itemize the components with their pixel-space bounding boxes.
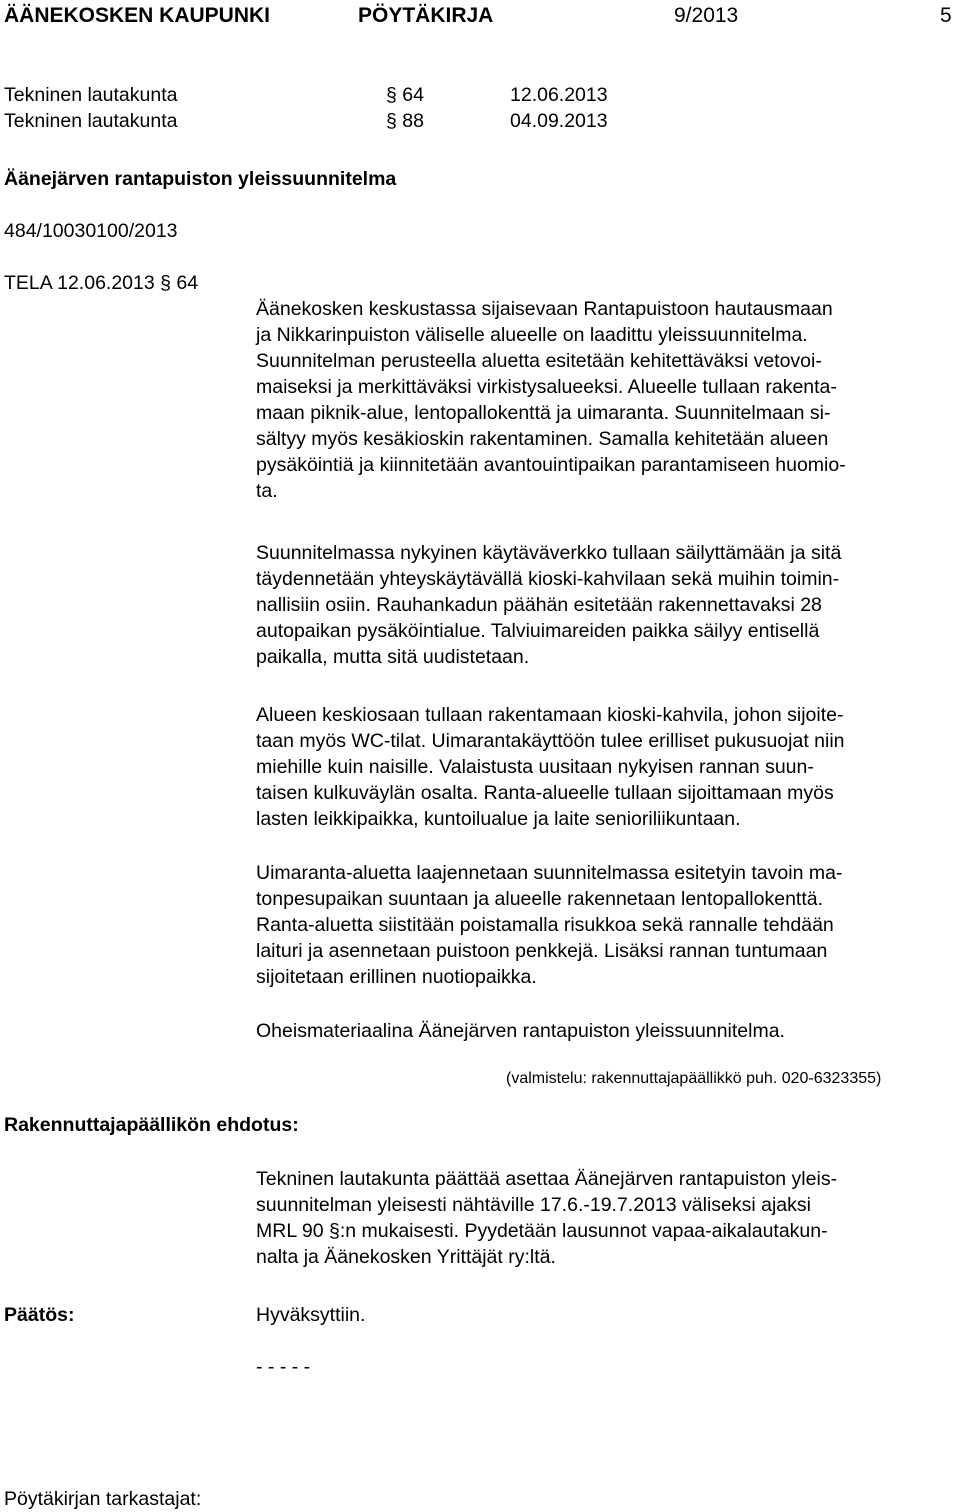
doc-number: 9/2013 [674, 4, 739, 27]
paragraph-3-line-3: miehille kuin naisille. Valaistusta uusitaan nykyisen rannan suun- [256, 756, 814, 778]
paragraph-3-line-1: Alueen keskiosaan tullaan rakentamaan kioski-kahvila, johon sijoite- [256, 704, 844, 726]
paragraph-2-line-5: paikalla, mutta sitä uudistetaan. [256, 646, 530, 668]
paragraph-4-line-4: laituri ja asennetaan puistoon penkkejä. Lisäksi rannan tuntumaan [256, 940, 828, 962]
paragraph-1-line-7: pysäköintiä ja kiinnitetään avantouintipaikan parantamiseen huomio- [256, 454, 846, 476]
page-number: 5 [940, 4, 952, 27]
paragraph-2-line-1: Suunnitelmassa nykyinen käytäväverkko tullaan säilyttämään ja sitä [256, 542, 842, 564]
paragraph-3-line-2: taan myös WC-tilat. Uimarantakäyttöön tulee erilliset pukusuojat niin [256, 730, 845, 752]
proposal-label: Rakennuttajapäällikön ehdotus: [4, 1114, 299, 1136]
paragraph-3-line-5: lasten leikkipaikka, kuntoilualue ja laite senioriliikuntaan. [256, 808, 741, 830]
meeting-section-2: § 88 [386, 110, 424, 132]
paragraph-1-line-6: sältyy myös kesäkioskin rakentaminen. Samalla kehitetään alueen [256, 428, 829, 450]
doc-type: PÖYTÄKIRJA [358, 4, 494, 27]
footer-label: Pöytäkirjan tarkastajat: [4, 1488, 202, 1510]
paragraph-2-line-3: nallisiin osiin. Rauhankadun päähän esitetään rakennettavaksi 28 [256, 594, 822, 616]
separator: - - - - - [256, 1356, 311, 1378]
paragraph-4-line-2: tonpesupaikan suuntaan ja alueelle rakennetaan lentopallokenttä. [256, 888, 824, 910]
paragraph-3-line-4: taisen kulkuväylän osalta. Ranta-alueelle tullaan sijoittamaan myös [256, 782, 834, 804]
paragraph-4-line-3: Ranta-aluetta siistitään poistamalla risukkoa sekä rannalle tehdään [256, 914, 834, 936]
meeting-date-2: 04.09.2013 [510, 110, 608, 132]
paragraph-1-line-3: Suunnitelman perusteella aluetta esitetään kehitettäväksi vetovoi- [256, 350, 822, 372]
proposal-line-4: nalta ja Äänekosken Yrittäjät ry:ltä. [256, 1246, 556, 1268]
meeting-section-1: § 64 [386, 84, 424, 106]
proposal-line-1: Tekninen lautakunta päättää asettaa Äänejärven rantapuiston yleis- [256, 1168, 838, 1190]
paragraph-1-line-4: maiseksi ja merkittäväksi virkistysalueeksi. Alueelle tullaan rakenta- [256, 376, 837, 398]
reference-number: 484/10030100/2013 [4, 220, 178, 242]
proposal-line-2: suunnitelman yleisesti nähtäville 17.6.-19.7.2013 väliseksi ajaksi [256, 1194, 811, 1216]
paragraph-4-line-1: Uimaranta-aluetta laajennetaan suunnitelmassa esitetyin tavoin ma- [256, 862, 843, 884]
meeting-date-1: 12.06.2013 [510, 84, 608, 106]
tela-reference: TELA 12.06.2013 § 64 [4, 272, 199, 294]
paragraph-4-line-5: sijoitetaan erillinen nuotiopaikka. [256, 966, 537, 988]
preparer-note: (valmistelu: rakennuttajapäällikkö puh. 020-6323355) [506, 1070, 882, 1087]
paragraph-1-line-2: ja Nikkarinpuiston väliselle alueelle on laadittu yleissuunnitelma. [256, 324, 808, 346]
paragraph-2-line-4: autopaikan pysäköintialue. Talviuimareiden paikka säilyy entisellä [256, 620, 820, 642]
decision-text: Hyväksyttiin. [256, 1304, 366, 1326]
org-name: ÄÄNEKOSKEN KAUPUNKI [4, 4, 271, 27]
meeting-body-1: Tekninen lautakunta [4, 84, 178, 106]
meeting-body-2: Tekninen lautakunta [4, 110, 178, 132]
attachment-note: Oheismateriaalina Äänejärven rantapuiston yleissuunnitelma. [256, 1020, 785, 1042]
paragraph-1-line-8: ta. [256, 480, 278, 502]
paragraph-1-line-5: maan piknik-alue, lentopallokenttä ja uimaranta. Suunnitelmaan si- [256, 402, 831, 424]
page-title: Äänejärven rantapuiston yleissuunnitelma [4, 168, 397, 190]
paragraph-2-line-2: täydennetään yhteyskäytävällä kioski-kahvilaan sekä muihin toimin- [256, 568, 840, 590]
proposal-line-3: MRL 90 §:n mukaisesti. Pyydetään lausunnot vapaa-aikalautakun- [256, 1220, 828, 1242]
decision-label: Päätös: [4, 1304, 75, 1326]
paragraph-1-line-1: Äänekosken keskustassa sijaisevaan Rantapuistoon hautausmaan [256, 298, 833, 320]
